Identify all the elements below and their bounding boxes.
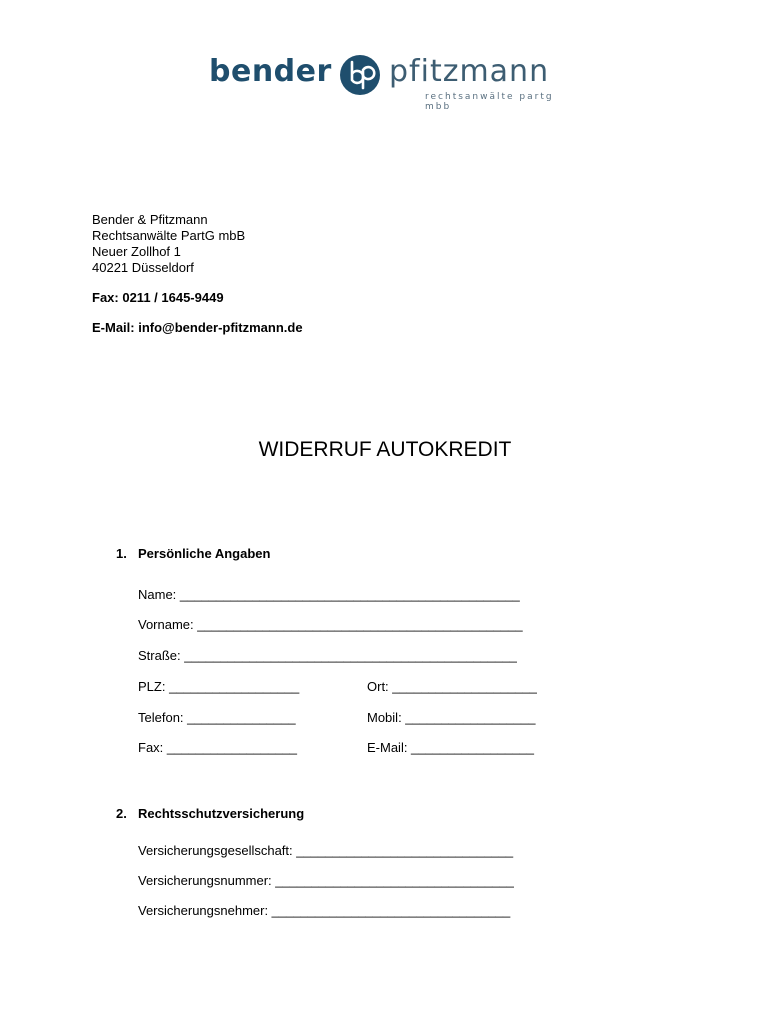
email-field[interactable]: E-Mail: _________________ (367, 740, 534, 755)
recipient-address (92, 212, 245, 276)
document-title: WIDERRUF AUTOKREDIT (258, 438, 512, 461)
section-title: Persönliche Angaben (138, 546, 271, 561)
section-title: Rechtsschutzversicherung (138, 806, 305, 821)
address-line: Bender & Pfitzmann (92, 212, 208, 227)
telefon-field[interactable]: Telefon: _______________ (138, 710, 296, 725)
name-field[interactable]: Name: _______________________________________________ (138, 587, 520, 602)
logo-name-right: pfitzmann (389, 54, 550, 89)
plz-field[interactable]: PLZ: __________________ (138, 679, 300, 694)
logo-bp-mark-icon (339, 54, 381, 96)
vorname-field[interactable]: Vorname: _____________________________________________ (138, 617, 523, 632)
logo-tagline: rechtsanwälte partg mbb (425, 92, 554, 112)
versicherungsgesellschaft-field[interactable]: Versicherungsgesellschaft: ______________________________ (138, 843, 514, 858)
versicherungsnummer-field[interactable]: Versicherungsnummer: _________________________________ (138, 873, 514, 888)
contact-fax: Fax: 0211 / 1645-9449 (92, 290, 224, 305)
section-heading-insurance (116, 806, 304, 821)
address-line: Neuer Zollhof 1 (92, 244, 181, 259)
strasse-field[interactable]: Straße: ______________________________________________ (138, 648, 517, 663)
contact-email: E-Mail: info@bender-pfitzmann.de (92, 320, 303, 335)
ort-field[interactable]: Ort: ____________________ (367, 679, 537, 694)
address-line: 40221 Düsseldorf (92, 260, 194, 275)
section-number: 2. (116, 806, 127, 821)
versicherungsnehmer-field[interactable]: Versicherungsnehmer: _________________________________ (138, 903, 511, 918)
fax-field[interactable]: Fax: __________________ (138, 740, 298, 755)
section-heading-personal (116, 546, 270, 561)
mobil-field[interactable]: Mobil: __________________ (367, 710, 536, 725)
section-number: 1. (116, 546, 127, 561)
logo-name-left: bender (209, 54, 332, 89)
address-line: Rechtsanwälte PartG mbB (92, 228, 246, 243)
company-logo (209, 50, 569, 110)
